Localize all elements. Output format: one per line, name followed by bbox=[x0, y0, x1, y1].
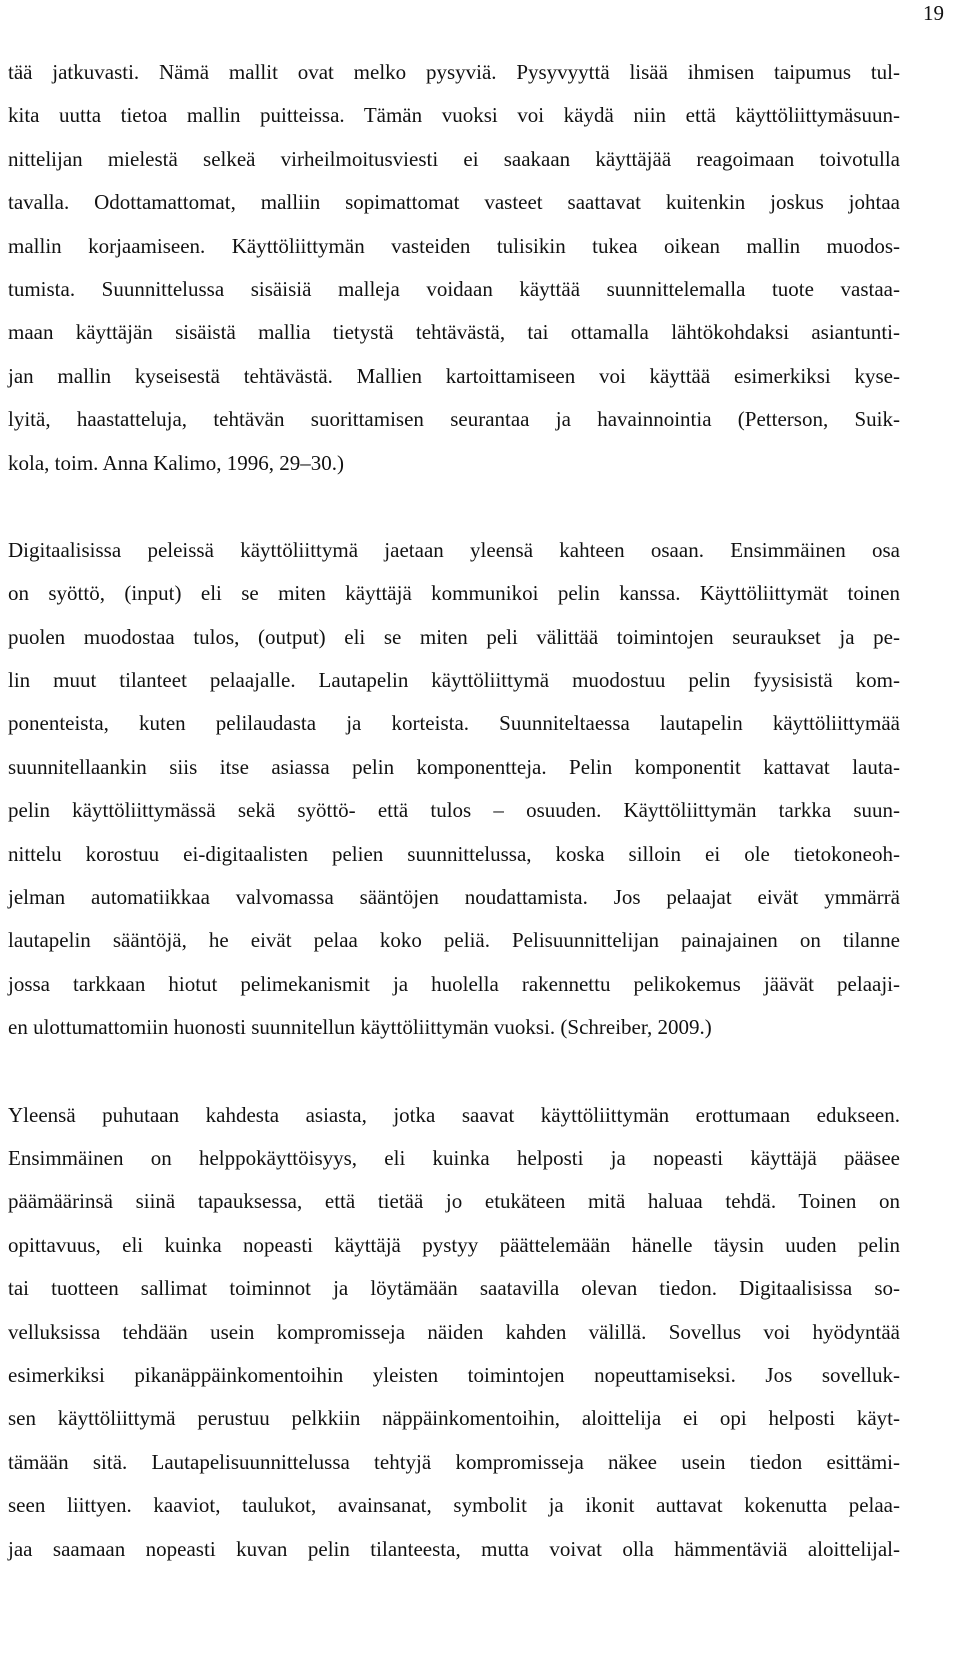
text-line: tai tuotteen sallimat toiminnot ja löytämään saatavilla olevan tiedon. Digitaalisissa so- bbox=[8, 1276, 900, 1301]
text-line: tavalla. Odottamattomat, malliin sopimattomat vasteet saattavat kuitenkin joskus johtaa bbox=[8, 190, 900, 215]
text-line: suunnitellaankin siis itse asiassa pelin komponentteja. Pelin komponentit kattavat lauta- bbox=[8, 754, 900, 779]
text-line: maan käyttäjän sisäistä mallia tietystä tehtävästä, tai ottamalla lähtökohdaksi asiantunti- bbox=[8, 320, 900, 345]
text-line: mallin korjaamiseen. Käyttöliittymän vasteiden tulisikin tukea oikean mallin muodos- bbox=[8, 233, 900, 258]
text-line: puolen muodostaa tulos, (output) eli se miten peli välittää toimintojen seuraukset ja pe- bbox=[8, 624, 900, 649]
paragraph-game-interface bbox=[8, 529, 900, 1050]
text-line: jossa tarkkaan hiotut pelimekanismit ja huolella rakennettu pelikokemus jäävät pelaaji- bbox=[8, 971, 900, 996]
text-line: ponenteista, kuten pelilaudasta ja korteista. Suunniteltaessa lautapelin käyttöliittymää bbox=[8, 711, 900, 736]
text-line: velluksissa tehdään usein kompromisseja näiden kahden välillä. Sovellus voi hyödyntää bbox=[8, 1319, 900, 1344]
text-line: jelman automatiikkaa valvomassa sääntöjen noudattamista. Jos pelaajat eivät ymmärrä bbox=[8, 885, 900, 910]
paragraph-usability bbox=[8, 1094, 900, 1571]
text-line: tumista. Suunnittelussa sisäisiä malleja voidaan käyttää suunnittelemalla tuote vastaa- bbox=[8, 276, 900, 301]
text-line: tämään sitä. Lautapelisuunnittelussa tehtyjä kompromisseja näkee usein tiedon esittämi- bbox=[8, 1449, 900, 1474]
text-line: esimerkiksi pikanäppäinkomentoihin yleisten toimintojen nopeuttamiseksi. Jos sovelluk- bbox=[8, 1362, 900, 1387]
text-line: jaa saamaan nopeasti kuvan pelin tilanteesta, mutta voivat olla hämmentäviä aloittelijal- bbox=[8, 1536, 900, 1561]
text-line: jan mallin kyseisestä tehtävästä. Mallien kartoittamiseen voi käyttää esimerkiksi kyse- bbox=[8, 363, 900, 388]
text-line: opittavuus, eli kuinka nopeasti käyttäjä pystyy päättelemään hänelle täysin uuden pelin bbox=[8, 1232, 900, 1257]
text-line: on syöttö, (input) eli se miten käyttäjä kommunikoi pelin kanssa. Käyttöliittymät toinen bbox=[8, 581, 900, 606]
text-line: lyitä, haastatteluja, tehtävän suorittamisen seurantaa ja havainnointia (Petterson, Suik- bbox=[8, 407, 900, 432]
paragraph-gap bbox=[8, 485, 900, 529]
text-line: nittelijan mielestä selkeä virheilmoitusviesti ei saakaan käyttäjää reagoimaan toivotulla bbox=[8, 146, 900, 171]
paragraph-mental-models bbox=[8, 51, 900, 485]
text-line: en ulottumattomiin huonosti suunnitellun käyttöliittymän vuoksi. (Schreiber, 2009.) bbox=[8, 1015, 712, 1040]
text-line: nittelu korostuu ei-digitaalisten pelien suunnittelussa, koska silloin ei ole tietokoneoh- bbox=[8, 841, 900, 866]
text-line: pelin käyttöliittymässä sekä syöttö- että tulos – osuuden. Käyttöliittymän tarkka suun- bbox=[8, 798, 900, 823]
page-number: 19 bbox=[923, 1, 944, 25]
text-line: sen käyttöliittymä perustuu pelkkiin näppäinkomentoihin, aloittelija ei opi helposti käyt- bbox=[8, 1406, 900, 1431]
page-body bbox=[8, 51, 900, 1571]
text-line: lautapelin sääntöjä, he eivät pelaa koko peliä. Pelisuunnittelijan painajainen on tilanne bbox=[8, 928, 900, 953]
text-line: Ensimmäinen on helppokäyttöisyys, eli kuinka helposti ja nopeasti käyttäjä pääsee bbox=[8, 1145, 900, 1170]
text-line: kola, toim. Anna Kalimo, 1996, 29–30.) bbox=[8, 450, 344, 475]
text-line: Yleensä puhutaan kahdesta asiasta, jotka saavat käyttöliittymän erottumaan edukseen. bbox=[8, 1102, 900, 1127]
text-line: lin muut tilanteet pelaajalle. Lautapelin käyttöliittymä muodostuu pelin fyysisistä kom- bbox=[8, 668, 900, 693]
text-line: kita uutta tietoa mallin puitteissa. Tämän vuoksi voi käydä niin että käyttöliittymäsuun- bbox=[8, 103, 900, 128]
text-line: Digitaalisissa peleissä käyttöliittymä jaetaan yleensä kahteen osaan. Ensimmäinen osa bbox=[8, 537, 900, 562]
text-line: seen liittyen. kaaviot, taulukot, avainsanat, symbolit ja ikonit auttavat kokenutta pelaa- bbox=[8, 1493, 900, 1518]
text-line: päämäärinsä siinä tapauksessa, että tietää jo etukäteen mitä haluaa tehdä. Toinen on bbox=[8, 1189, 900, 1214]
paragraph-gap bbox=[8, 1050, 900, 1094]
text-line: tää jatkuvasti. Nämä mallit ovat melko pysyviä. Pysyvyyttä lisää ihmisen taipumus tul- bbox=[8, 60, 900, 84]
